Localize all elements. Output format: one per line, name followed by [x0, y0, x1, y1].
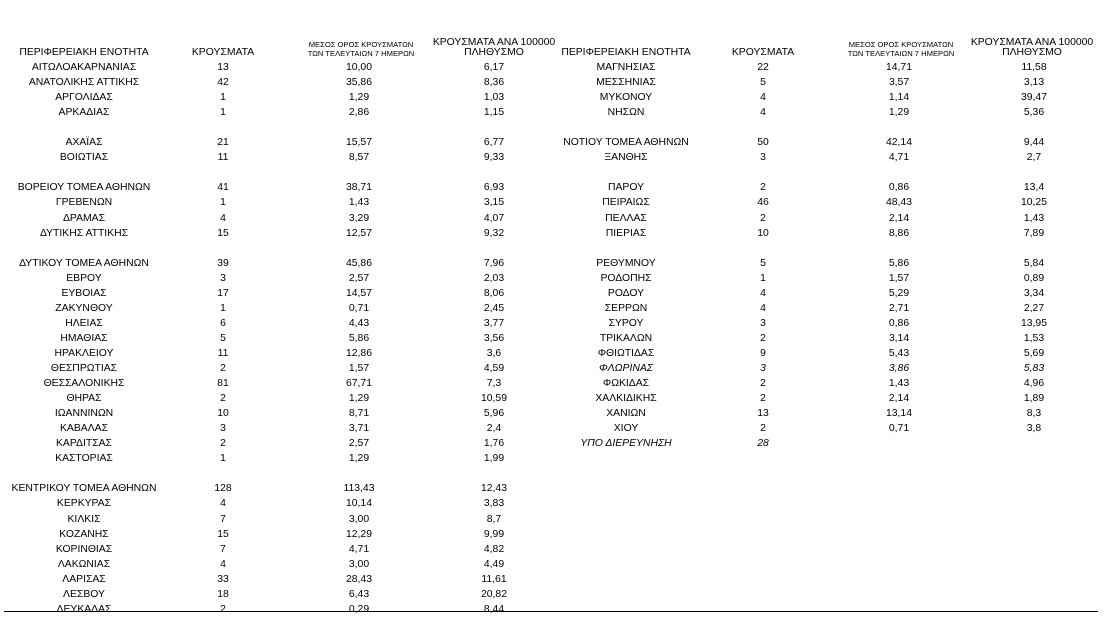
cell-avg7: 67,71: [345, 378, 372, 390]
cell-cases: 1: [220, 197, 226, 209]
cell-cases: 4: [760, 92, 766, 104]
table-row: [4, 211, 544, 226]
cell-cases: 5: [760, 257, 766, 269]
table-row: [4, 331, 544, 346]
table-row: [4, 150, 544, 165]
cell-cases: 46: [757, 197, 769, 209]
cell-per100k: 9,32: [483, 227, 505, 239]
cell-region: ΚΙΛΚΙΣ: [67, 513, 101, 525]
cell-region: ΡΟΔΟΠΗΣ: [600, 272, 652, 284]
cell-avg7: 12,86: [345, 347, 372, 359]
cell-per100k: 8,3: [1026, 408, 1042, 420]
cell-avg7: 113,43: [343, 483, 375, 495]
cell-region: ΡΟΔΟΥ: [607, 287, 645, 299]
cell-avg7: 1,57: [348, 363, 370, 374]
cell-per100k: 7,96: [483, 257, 505, 269]
cell-avg7: 2,71: [888, 302, 910, 314]
table-row: [4, 105, 544, 120]
cell-per100k: 7,3: [486, 378, 502, 390]
cell-avg7: 0,71: [888, 423, 910, 435]
cell-avg7: 48,43: [885, 197, 912, 209]
cell-avg7: 1,57: [888, 272, 910, 284]
cell-avg7: 4,71: [348, 543, 370, 555]
table-row: [560, 135, 1100, 150]
cell-region: ΦΛΩΡΙΝΑΣ: [598, 363, 653, 374]
cell-cases: 18: [217, 588, 229, 600]
table-row: [560, 421, 1100, 436]
cell-region: ΙΩΑΝΝΙΝΩΝ: [54, 408, 114, 420]
cell-cases: 4: [220, 558, 226, 570]
cell-cases: 11: [217, 347, 229, 359]
cell-cases: 10: [757, 227, 769, 239]
cell-avg7: 0,86: [888, 182, 910, 194]
cell-avg7: 4,71: [888, 152, 910, 164]
cell-per100k: 12,43: [480, 483, 507, 495]
cell-region: ΑΡΓΟΛΙΔΑΣ: [55, 92, 113, 104]
cell-avg7: 13,14: [885, 408, 912, 420]
cell-cases: 5: [760, 77, 766, 89]
cell-cases: 3: [760, 363, 766, 374]
cell-cases: 4: [760, 107, 766, 119]
cell-per100k: 2,03: [483, 272, 505, 284]
spacer-row: [560, 241, 1100, 256]
cell-per100k: 2,4: [486, 423, 502, 435]
cell-avg7: 0,86: [888, 317, 910, 329]
cell-region: ΡΕΘΥΜΝΟΥ: [596, 257, 656, 269]
cell-region: ΧΑΝΙΩΝ: [606, 408, 646, 420]
table-row: [560, 361, 1100, 376]
cell-avg7: 2,14: [888, 212, 910, 224]
cell-cases: 2: [760, 393, 766, 405]
cell-cases: 3: [220, 423, 226, 435]
cell-per100k: 4,49: [483, 558, 505, 570]
table-row: [4, 602, 544, 617]
cell-per100k: 20,82: [480, 588, 507, 600]
cell-cases: 2: [760, 423, 766, 435]
cell-per100k: 9,99: [483, 528, 505, 540]
cell-region: ΚΕΡΚΥΡΑΣ: [56, 498, 112, 510]
cell-avg7: 2,14: [888, 393, 910, 405]
cell-region: ΜΑΓΝΗΣΙΑΣ: [596, 62, 656, 73]
cell-cases: 9: [760, 347, 766, 359]
table-row: [4, 587, 544, 602]
header-region: ΠΕΡΙΦΕΡΕΙΑΚΗ ΕΝΟΤΗΤΑ: [561, 47, 691, 58]
cell-avg7: 28,43: [345, 573, 372, 585]
cell-region: ΧΑΛΚΙΔΙΚΗΣ: [595, 393, 657, 405]
cell-region: ΛΕΣΒΟΥ: [63, 588, 105, 600]
cell-avg7: 6,43: [348, 588, 370, 600]
table-row: [560, 436, 1100, 451]
cell-avg7: 3,00: [348, 513, 370, 525]
table-row: [4, 346, 544, 361]
cell-region: ΘΕΣΣΑΛΟΝΙΚΗΣ: [43, 378, 125, 390]
cell-per100k: 3,77: [483, 317, 505, 329]
table-row: [4, 421, 544, 436]
cell-cases: 39: [217, 257, 229, 269]
table-row: [4, 557, 544, 572]
cell-region: ΕΒΡΟΥ: [66, 272, 102, 284]
cell-region: ΦΩΚΙΔΑΣ: [602, 378, 650, 390]
table-row: [560, 211, 1100, 226]
cell-region: ΗΜΑΘΙΑΣ: [60, 332, 108, 344]
cell-per100k: 1,15: [483, 107, 505, 119]
cell-per100k: 10,59: [480, 393, 507, 405]
cell-region: ΠΑΡΟΥ: [607, 182, 645, 194]
cell-avg7: 3,71: [348, 423, 370, 435]
cell-cases: 2: [760, 378, 766, 390]
cell-cases: 13: [757, 408, 769, 420]
cell-avg7: 3,00: [348, 558, 370, 570]
cell-avg7: 1,43: [888, 378, 910, 390]
cell-region: ΚΑΣΤΟΡΙΑΣ: [55, 453, 113, 465]
cell-cases: 1: [760, 272, 766, 284]
cell-avg7: 1,29: [348, 453, 370, 465]
cell-per100k: 3,15: [483, 197, 505, 209]
cell-region: ΒΟΡΕΙΟΥ ΤΟΜΕΑ ΑΘΗΝΩΝ: [17, 182, 151, 194]
spacer-row: [560, 165, 1100, 180]
cell-cases: 2: [220, 393, 226, 405]
cell-per100k: 1,03: [483, 92, 505, 104]
cell-cases: 6: [220, 317, 226, 329]
cell-avg7: 42,14: [885, 137, 912, 149]
cell-per100k: 39,47: [1020, 92, 1047, 104]
cell-region: ΔΡΑΜΑΣ: [62, 212, 106, 224]
spacer-row: [4, 241, 544, 256]
cell-per100k: 3,83: [483, 498, 505, 510]
cell-cases: 128: [214, 483, 232, 495]
header-per100k: ΚΡΟΥΣΜΑΤΑ ΑΝΑ 100000 ΠΛΗΘΥΣΜΟ: [970, 37, 1094, 58]
cell-avg7: 1,29: [348, 92, 370, 104]
cell-cases: 28: [757, 438, 769, 450]
table-row: [4, 195, 544, 210]
cell-avg7: 38,71: [345, 182, 372, 194]
cell-cases: 81: [217, 378, 229, 390]
table-row: [560, 346, 1100, 361]
cell-region: ΝΟΤΙΟΥ ΤΟΜΕΑ ΑΘΗΝΩΝ: [563, 137, 689, 149]
header-region: ΠΕΡΙΦΕΡΕΙΑΚΗ ΕΝΟΤΗΤΑ: [19, 47, 149, 58]
cell-per100k: 8,36: [483, 77, 505, 89]
cell-per100k: 4,07: [483, 212, 505, 224]
cell-per100k: 11,58: [1021, 62, 1047, 73]
cell-cases: 1: [220, 92, 226, 104]
cell-per100k: 8,06: [483, 287, 505, 299]
cell-region: ΞΑΝΘΗΣ: [604, 152, 648, 164]
cell-cases: 41: [217, 182, 229, 194]
cell-cases: 7: [220, 543, 226, 555]
cell-per100k: 0,89: [1023, 272, 1045, 284]
cell-region: ΚΑΡΔΙΤΣΑΣ: [56, 438, 112, 450]
cell-avg7: 1,43: [348, 197, 370, 209]
cell-per100k: 3,6: [486, 347, 502, 359]
cell-region: ΜΕΣΣΗΝΙΑΣ: [596, 77, 656, 89]
cell-region: ΚΟΡΙΝΘΙΑΣ: [55, 543, 113, 555]
table-row: [560, 331, 1100, 346]
cell-region: ΛΑΡΙΣΑΣ: [62, 573, 106, 585]
cell-per100k: 8,7: [486, 513, 502, 525]
cell-region: ΚΕΝΤΡΙΚΟΥ ΤΟΜΕΑ ΑΘΗΝΩΝ: [11, 483, 157, 495]
cell-region: ΧΙΟΥ: [613, 423, 639, 435]
cell-region: ΖΑΚΥΝΘΟΥ: [55, 302, 113, 314]
cell-avg7: 12,29: [345, 528, 372, 540]
cell-cases: 11: [217, 152, 229, 164]
cell-avg7: 8,57: [348, 152, 370, 164]
cell-region: ΛΑΚΩΝΙΑΣ: [57, 558, 111, 570]
cell-avg7: 3,14: [888, 332, 910, 344]
table-row: [560, 391, 1100, 406]
cell-per100k: 3,56: [483, 332, 505, 344]
cell-region: ΒΟΙΩΤΙΑΣ: [59, 152, 109, 164]
cell-cases: 3: [760, 152, 766, 164]
table-row: [4, 301, 544, 316]
header-per100k: ΚΡΟΥΣΜΑΤΑ ΑΝΑ 100000 ΠΛΗΘΥΣΜΟ: [432, 37, 556, 58]
cell-per100k: 5,96: [483, 408, 505, 420]
table-row: [4, 451, 544, 466]
cell-cases: 13: [217, 62, 229, 73]
table-row: [560, 150, 1100, 165]
cell-avg7: 8,71: [348, 408, 370, 420]
table-row: [560, 301, 1100, 316]
table-row: [4, 406, 544, 421]
header-avg7: ΜΕΣΟΣ ΟΡΟΣ ΚΡΟΥΣΜΑΤΩΝ ΤΩΝ ΤΕΛΕΥΤΑΙΩΝ 7 ΗΜΕΡΩΝ: [847, 40, 955, 58]
table-row: [560, 271, 1100, 286]
cell-region: ΦΘΙΩΤΙΔΑΣ: [597, 347, 655, 359]
table-row: [4, 271, 544, 286]
cell-region: ΠΕΛΛΑΣ: [605, 212, 647, 224]
cell-region: ΘΗΡΑΣ: [66, 393, 102, 405]
cell-avg7: 2,57: [348, 272, 370, 284]
table-row: [4, 75, 544, 90]
cell-cases: 3: [220, 272, 226, 284]
cell-per100k: 6,77: [483, 137, 505, 149]
cell-cases: 17: [217, 287, 229, 299]
header-cases: ΚΡΟΥΣΜΑΤΑ: [191, 47, 255, 58]
cell-per100k: 3,13: [1023, 77, 1045, 89]
cell-per100k: 2,27: [1023, 302, 1045, 314]
cell-cases: 33: [217, 573, 229, 585]
cell-cases: 21: [217, 137, 229, 149]
cell-avg7: 5,86: [888, 257, 910, 269]
cell-region: ΑΡΚΑΔΙΑΣ: [58, 107, 110, 119]
cell-avg7: 35,86: [345, 77, 372, 89]
cell-per100k: 1,76: [483, 438, 505, 450]
cell-avg7: 8,86: [888, 227, 910, 239]
table-row: [4, 135, 544, 150]
cell-per100k: 2,45: [483, 302, 505, 314]
table-row: [4, 542, 544, 557]
cell-per100k: 6,93: [483, 182, 505, 194]
cell-per100k: 1,43: [1023, 212, 1045, 224]
header-avg7: ΜΕΣΟΣ ΟΡΟΣ ΚΡΟΥΣΜΑΤΩΝ ΤΩΝ ΤΕΛΕΥΤΑΙΩΝ 7 ΗΜΕΡΩΝ: [307, 40, 415, 58]
table-row: [4, 376, 544, 391]
table-row: [4, 512, 544, 527]
cell-region: ΗΡΑΚΛΕΙΟΥ: [54, 347, 114, 359]
cell-avg7: 1,14: [888, 92, 910, 104]
cell-per100k: 5,36: [1023, 107, 1045, 119]
cell-avg7: 0,29: [348, 603, 370, 615]
cell-avg7: 10,14: [345, 498, 372, 510]
cell-cases: 4: [760, 287, 766, 299]
cell-per100k: 5,83: [1023, 363, 1045, 374]
cell-cases: 15: [217, 528, 229, 540]
cell-cases: 42: [217, 77, 229, 89]
cell-per100k: 2,7: [1026, 152, 1042, 164]
cell-cases: 4: [220, 498, 226, 510]
cell-cases: 15: [217, 227, 229, 239]
cell-cases: 1: [220, 107, 226, 119]
table-row: [4, 60, 544, 75]
cell-cases: 7: [220, 513, 226, 525]
cell-cases: 10: [217, 408, 229, 420]
cell-avg7: 2,57: [348, 438, 370, 450]
spacer-row: [560, 120, 1100, 135]
cell-per100k: 7,89: [1023, 227, 1045, 239]
cell-per100k: 13,4: [1023, 182, 1045, 194]
cell-per100k: 5,84: [1023, 257, 1045, 269]
cell-region: ΑΙΤΩΛΟΑΚΑΡΝΑΝΙΑΣ: [31, 62, 137, 73]
cell-cases: 1: [220, 453, 226, 465]
cell-avg7: 4,43: [348, 317, 370, 329]
cell-per100k: 4,96: [1023, 378, 1045, 390]
table-row: [560, 226, 1100, 241]
cell-cases: 2: [220, 438, 226, 450]
table-row: [4, 391, 544, 406]
table-row: [4, 436, 544, 451]
table-row: [560, 195, 1100, 210]
cell-region: ΠΕΙΡΑΙΩΣ: [602, 197, 650, 209]
spacer-row: [4, 165, 544, 180]
table-row: [560, 180, 1100, 195]
cell-region: ΛΕΥΚΑΔΑΣ: [56, 603, 112, 615]
cell-avg7: 45,86: [345, 257, 372, 269]
cell-region: ΝΗΣΩΝ: [607, 107, 645, 119]
cell-region: ΘΕΣΠΡΩΤΙΑΣ: [50, 363, 118, 374]
cell-per100k: 5,69: [1023, 347, 1045, 359]
cell-cases: 22: [757, 62, 769, 73]
table-row: [4, 496, 544, 511]
cell-avg7: 5,43: [888, 347, 910, 359]
table-row: [560, 316, 1100, 331]
cell-avg7: 3,57: [888, 77, 910, 89]
cell-per100k: 6,17: [483, 62, 505, 73]
cell-per100k: 1,99: [483, 453, 505, 465]
cell-region: ΔΥΤΙΚΟΥ ΤΟΜΕΑ ΑΘΗΝΩΝ: [19, 257, 149, 269]
header-cases: ΚΡΟΥΣΜΑΤΑ: [731, 47, 795, 58]
cell-cases: 50: [757, 137, 769, 149]
table-row: [560, 376, 1100, 391]
cell-region: ΥΠΟ ΔΙΕΡΕΥΝΗΣΗ: [580, 438, 672, 450]
table-row: [4, 572, 544, 587]
cell-per100k: 11,61: [481, 573, 507, 585]
cell-region: ΑΝΑΤΟΛΙΚΗΣ ΑΤΤΙΚΗΣ: [28, 77, 140, 89]
cell-region: ΔΥΤΙΚΗΣ ΑΤΤΙΚΗΣ: [39, 227, 129, 239]
cell-region: ΑΧΑΪΑΣ: [65, 137, 103, 149]
cell-avg7: 14,57: [345, 287, 372, 299]
cell-region: ΗΛΕΙΑΣ: [65, 317, 103, 329]
cell-region: ΚΑΒΑΛΑΣ: [59, 423, 109, 435]
table-row: [560, 256, 1100, 271]
table-row: [4, 361, 544, 376]
cell-avg7: 5,29: [888, 287, 910, 299]
cell-avg7: 3,29: [348, 212, 370, 224]
spacer-row: [4, 466, 544, 481]
cell-per100k: 9,44: [1023, 137, 1045, 149]
cell-avg7: 1,29: [888, 107, 910, 119]
table-row: [560, 286, 1100, 301]
cell-avg7: 14,71: [885, 62, 912, 73]
cell-cases: 2: [760, 212, 766, 224]
table-row: [560, 406, 1100, 421]
cell-cases: 2: [760, 332, 766, 344]
cell-cases: 5: [220, 332, 226, 344]
cell-region: ΕΥΒΟΙΑΣ: [61, 287, 107, 299]
cell-cases: 3: [760, 317, 766, 329]
cell-region: ΜΥΚΟΝΟΥ: [599, 92, 653, 104]
table-row: [4, 481, 544, 496]
cell-cases: 2: [760, 182, 766, 194]
spacer-row: [4, 120, 544, 135]
table-row: [4, 226, 544, 241]
cell-avg7: 0,71: [348, 302, 370, 314]
cell-region: ΤΡΙΚΑΛΩΝ: [599, 332, 653, 344]
table-row: [4, 316, 544, 331]
cell-region: ΠΙΕΡΙΑΣ: [605, 227, 647, 239]
cell-avg7: 15,57: [345, 137, 372, 149]
cell-per100k: 1,89: [1023, 393, 1045, 405]
cell-per100k: 8,44: [483, 603, 505, 615]
cell-per100k: 4,59: [483, 363, 505, 374]
cell-cases: 2: [220, 603, 226, 615]
cell-per100k: 10,25: [1020, 197, 1047, 209]
table-row: [4, 90, 544, 105]
cell-avg7: 3,86: [888, 363, 910, 374]
cell-avg7: 2,86: [348, 107, 370, 119]
cell-cases: 2: [220, 363, 226, 374]
cell-avg7: 1,29: [348, 393, 370, 405]
table-row: [560, 60, 1100, 75]
table-row: [560, 75, 1100, 90]
cell-region: ΣΕΡΡΩΝ: [604, 302, 648, 314]
cell-per100k: 3,8: [1026, 423, 1042, 435]
table-row: [4, 180, 544, 195]
cell-avg7: 10,00: [345, 62, 372, 73]
cell-avg7: 12,57: [345, 227, 372, 239]
cell-cases: 4: [760, 302, 766, 314]
table-row: [560, 105, 1100, 120]
cell-per100k: 9,33: [483, 152, 505, 164]
table-row: [560, 90, 1100, 105]
cell-cases: 1: [220, 302, 226, 314]
cell-per100k: 1,53: [1023, 332, 1045, 344]
cell-per100k: 3,34: [1023, 287, 1045, 299]
cell-avg7: 5,86: [348, 332, 370, 344]
bottom-rule: [4, 611, 1098, 612]
table-row: [4, 286, 544, 301]
table-row: [4, 256, 544, 271]
cell-region: ΣΥΡΟΥ: [608, 317, 644, 329]
cell-region: ΓΡΕΒΕΝΩΝ: [55, 197, 113, 209]
cell-per100k: 13,95: [1020, 317, 1047, 329]
cell-region: ΚΟΖΑΝΗΣ: [59, 528, 109, 540]
cell-cases: 4: [220, 212, 226, 224]
table-row: [4, 527, 544, 542]
cell-per100k: 4,82: [483, 543, 505, 555]
